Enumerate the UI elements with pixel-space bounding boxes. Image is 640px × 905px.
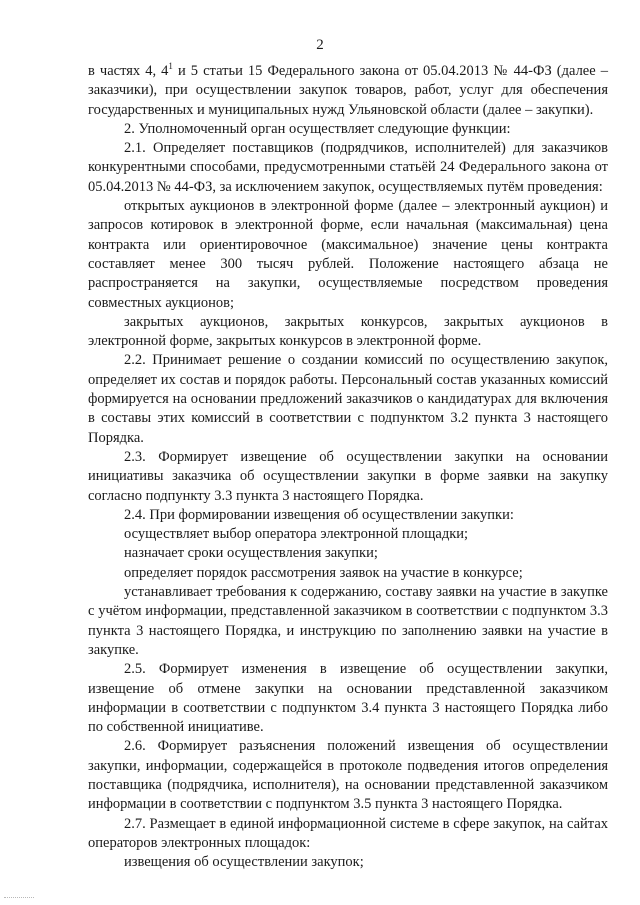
scan-edge-mark <box>4 897 34 899</box>
paragraph-2-4: 2.4. При формировании извещения об осуществлении закупки: <box>124 506 514 523</box>
paragraph-2-4-procedure: определяет порядок рассмотрения заявок на участие в конкурсе; <box>124 564 523 581</box>
paragraph-2-4-terms: назначает сроки осуществления закупки; <box>124 545 378 562</box>
superscript: 1 <box>168 61 173 72</box>
paragraph-2-3: 2.3. Формирует извещение об осуществлении закупки на основании инициативы заказчика об осуществлении закупки в форме заявки на закупку согласно подпункту 3.3 пункта 3 настоящего Порядка. <box>88 448 608 504</box>
paragraph-2-1: 2.1. Определяет поставщиков (подрядчиков, исполнителей) для заказчиков конкурентными способами, предусмотренными статьёй 24 Федерального закона от 05.04.2013 № 44-ФЗ, за исключением закупок, осуществляемых путём проведения: <box>88 140 608 195</box>
paragraph-2-6: 2.6. Формирует разъяснения положений извещения об осуществлении закупки, информации, содержащейся в протоколе подведения итогов определения поставщика (подрядчика, исполнителя), на основании представленной заказчиком информации в соответствии с подпунктом 3.5 пункта 3 настоящего Порядка. <box>88 738 608 813</box>
paragraph-2-1-open-auctions: открытых аукционов в электронной форме (далее – электронный аукцион) и запросов котировок в электронной форме, если начальная (максимальная) цена контракта или ориентировочное (максимальное) значение цены контракта составляет менее 300 тысяч рублей. Положение настоящего абзаца не распространяется на закупки, осуществляемые посредством проведения совместных аукционов; <box>88 198 608 311</box>
paragraph-2-1-closed: закрытых аукционов, закрытых конкурсов, закрытых аукционов в электронной форме, закрытых конкурсов в электронной форме. <box>88 313 608 350</box>
paragraph-2-7-notices: извещения об осуществлении закупок; <box>124 854 364 871</box>
paragraph-2-4-operator: осуществляет выбор оператора электронной площадки; <box>124 526 469 543</box>
paragraph-text: и 5 статьи 15 Федерального закона от 05.04.2013 № 44-ФЗ (далее – заказчики), при осуществлении закупок товаров, работ, услуг для обеспечения государственных и муниципальных нужд Ульяновской области (далее – закупки). <box>88 63 608 118</box>
paragraph-2-4-requirements: устанавливает требования к содержанию, составу заявки на участие в закупке с учётом информации, представленной заказчиком в соответствии с подпунктом 3.3 пункта 3 настоящего Порядка, и инструкцию по заполнению заявки на участие в закупке. <box>88 584 608 658</box>
paragraph-2-7: 2.7. Размещает в единой информационной системе в сфере закупок, на сайтах операторов электронных площадок: <box>88 815 608 851</box>
paragraph-2-5: 2.5. Формирует изменения в извещение об осуществлении закупки, извещение об отмене закупки на основании представленной заказчиком информации в соответствии с подпунктом 3.4 пункта 3 настоящего Порядка либо по собственной инициативе. <box>88 661 608 736</box>
paragraph-2-2: 2.2. Принимает решение о создании комиссий по осуществлению закупок, определяет их состав и порядок работы. Персональный состав указанных комиссий формируется на основании предложений заказчиков о кандидатурах для включения в составы этих комиссий в соответствии с подпунктом 3.2 пункта 3 настоящего Порядка. <box>88 352 608 446</box>
document-body <box>88 62 608 872</box>
paragraph-continuation <box>88 62 608 120</box>
paragraph-section-2: 2. Уполномоченный орган осуществляет следующие функции: <box>124 120 511 137</box>
paragraph-text: в частях 4, 4 <box>88 63 169 79</box>
page-number: 2 <box>316 37 324 53</box>
